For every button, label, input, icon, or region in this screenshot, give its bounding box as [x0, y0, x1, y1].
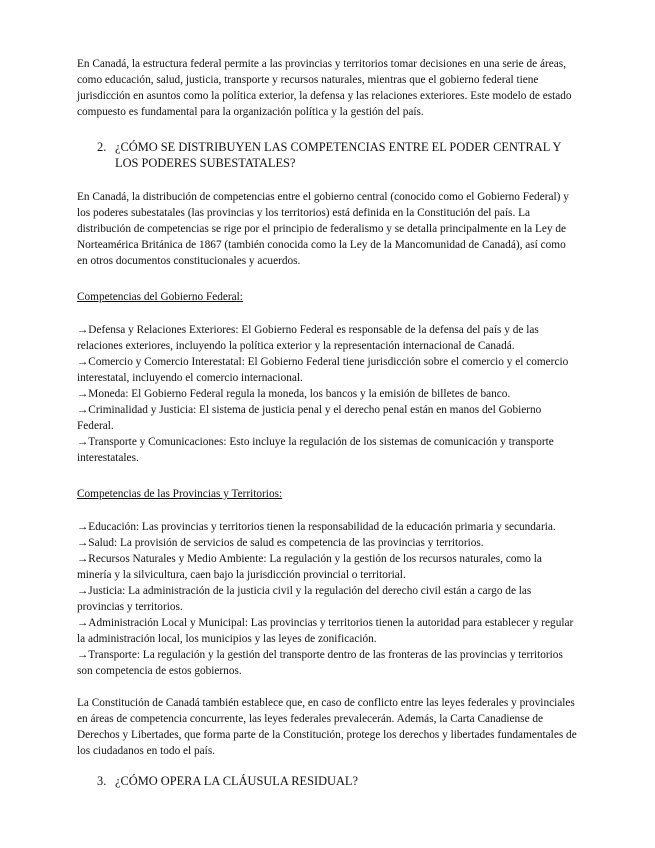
list-item: →Transporte y Comunicaciones: Esto incluye la regulación de los sistemas de comunicación y transporte interestatales. [77, 436, 554, 464]
distribution-paragraph: En Canadá, la distribución de competencias entre el gobierno central (conocido como el Gobierno Federal) y los poderes subestatales (las provincias y los territorios) está definida en la Constitución del país. La distribución de competencias se rige por el principio de federalismo y se detalla principalmente en la Ley de Norteamérica Británica de 1867 (también conocida como la Ley de la Mancomunidad de Canadá), así como en otros documentos constitucionales y acuerdos. [77, 191, 569, 267]
list-item: →Criminalidad y Justicia: El sistema de justicia penal y el derecho penal están en manos del Gobierno Federal. [77, 404, 542, 432]
list-item: →Educación: Las provincias y territorios tienen la responsabilidad de la educación primaria y secundaria. [77, 521, 556, 533]
heading-3-text: ¿CÓMO OPERA LA CLÁUSULA RESIDUAL? [115, 774, 359, 788]
section-heading-2 [77, 140, 577, 171]
federal-subheading: Competencias del Gobierno Federal: [77, 291, 243, 303]
list-item: →Administración Local y Municipal: Las provincias y territorios tienen la autoridad para establecer y regular la administración local, los municipios y las leyes de zonificación. [77, 617, 574, 645]
list-item: →Comercio y Comercio Interestatal: El Gobierno Federal tiene jurisdicción sobre el comercio y el comercio interestatal, incluyendo el comercio internacional. [77, 356, 569, 384]
intro-paragraph: En Canadá, la estructura federal permite a las provincias y territorios tomar decisiones en una serie de áreas, como educación, salud, justicia, transporte y recursos naturales, mientras que el gobierno federal tiene jurisdicción en asuntos como la política exterior, la defensa y las relaciones exteriores. Este modelo de estado compuesto es fundamental para la organización política y la gestión del país. [77, 58, 572, 118]
spacer [77, 679, 577, 695]
list-item: →Moneda: El Gobierno Federal regula la moneda, los bancos y la emisión de billetes de banco. [77, 388, 511, 400]
closing-paragraph: La Constitución de Canadá también establece que, en caso de conflicto entre las leyes federales y provinciales en áreas de competencia concurrente, las leyes federales prevalecerán. Además, la Carta Canadiense de Derechos y Libertades, que forma parte de la Constitución, protege los derechos y libertades fundamentales de los ciudadanos en todo el país. [77, 697, 577, 757]
list-item: →Justicia: La administración de la justicia civil y la regulación del derecho civil están a cargo de las provincias y territorios. [77, 585, 532, 613]
list-item: →Salud: La provisión de servicios de salud es competencia de las provincias y territorios. [77, 537, 484, 549]
list-item: →Defensa y Relaciones Exteriores: El Gobierno Federal es responsable de la defensa del país y de las relaciones exteriores, incluyendo la política exterior y la representación internacional de Canadá. [77, 324, 539, 352]
section-heading-3 [77, 773, 358, 789]
list-item: →Transporte: La regulación y la gestión del transporte dentro de las fronteras de las provincias y territorios son competencia de estos gobiernos. [77, 649, 563, 677]
provincial-subheading: Competencias de las Provincias y Territorios: [77, 488, 283, 500]
heading-2-number: 2. [97, 140, 107, 154]
federal-competences-list [77, 322, 577, 466]
heading-2-text: ¿CÓMO SE DISTRIBUYEN LAS COMPETENCIAS ENTRE EL PODER CENTRAL Y LOS PODERES SUBESTATALES? [115, 140, 561, 170]
heading-3-number: 3. [97, 774, 107, 788]
list-item: →Recursos Naturales y Medio Ambiente: La regulación y la gestión de los recursos naturales, como la minería y la silvicultura, caen bajo la jurisdicción provincial o territorial. [77, 553, 542, 581]
provincial-competences-list [77, 519, 577, 679]
